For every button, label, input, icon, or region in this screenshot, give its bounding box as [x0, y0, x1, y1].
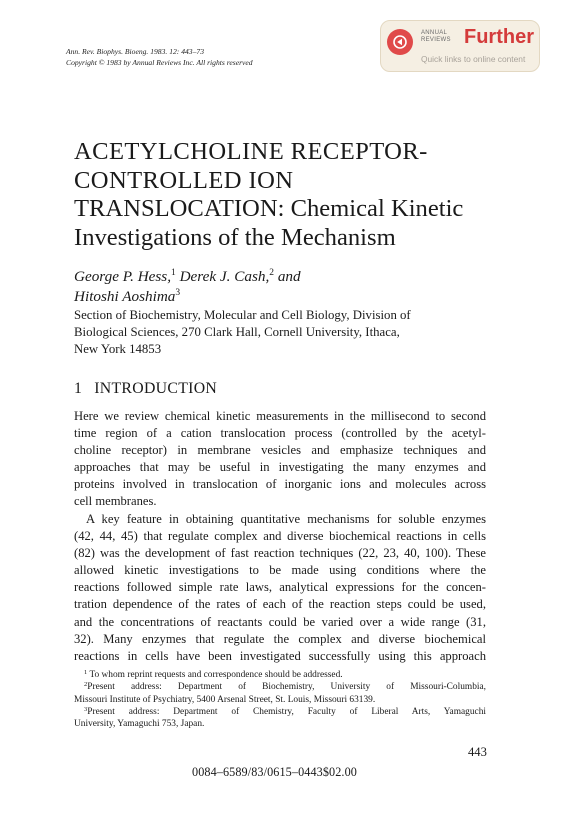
- affiliation: [74, 307, 494, 358]
- paragraph-key-feature: [74, 511, 486, 665]
- body-line: approaches that may be useful in investigating the many enzymes and: [74, 460, 486, 475]
- brand-line-annual: ANNUAL: [421, 30, 448, 36]
- article-title: [74, 138, 534, 252]
- body-line: Here we review chemical kinetic measurements in the millisecond to second: [74, 409, 486, 423]
- body-line: allowed kinetic investigations to be made using conditions where the: [74, 563, 486, 578]
- author-name: Hitoshi Aoshima: [74, 288, 176, 305]
- footnote-text: University, Yamaguchi 753, Japan.: [74, 719, 205, 730]
- body-line: (42, 44, 45) that regulate complex and diverse biochemical reactions in cells: [74, 529, 486, 544]
- affiliation-line: Section of Biochemistry, Molecular and Cell Biology, Division of: [74, 308, 411, 322]
- page-number: 443: [468, 745, 487, 759]
- footnote-mark: 1: [84, 669, 88, 676]
- body-line: cell membranes.: [74, 494, 157, 509]
- section-number: 1: [74, 380, 83, 397]
- body-line: tration dependence of the rates of each of the reaction steps could be used,: [74, 597, 486, 612]
- footnote-1: [74, 669, 486, 681]
- author-footnote-mark: 3: [175, 288, 181, 298]
- title-line: ACETYLCHOLINE RECEPTOR-: [74, 138, 428, 165]
- footnote-mark: 2: [84, 681, 88, 689]
- copyright-line: Copyright © 1983 by Annual Reviews Inc. All rights reserved: [66, 57, 253, 67]
- footnote-2: [74, 681, 486, 693]
- footnote-text: Missouri Institute of Psychiatry, 5400 Arsenal Street, St. Louis, Missouri 63139.: [74, 694, 376, 705]
- footnote-mark: 3: [84, 705, 88, 713]
- author-list: [74, 267, 301, 307]
- section-heading: [74, 380, 217, 398]
- journal-citation: [66, 47, 253, 68]
- author-footnote-mark: 2: [269, 268, 275, 278]
- affiliation-line: Biological Sciences, 270 Clark Hall, Cornell University, Ithaca,: [74, 325, 400, 339]
- affiliation-line: New York 14853: [74, 342, 162, 356]
- author-name: George P. Hess,: [74, 268, 172, 285]
- body-line: A key feature in obtaining quantitative mechanisms for soluble enzymes: [86, 512, 486, 526]
- footnote-text: Present address: Department of Chemistry, Faculty of Liberal Arts, Yamaguchi: [87, 706, 486, 717]
- title-line: TRANSLOCATION: Chemical Kinetic: [74, 195, 464, 222]
- body-line: proteins involved in translocation of inorganic ions and molecules across: [74, 477, 486, 492]
- author-footnote-mark: 1: [171, 268, 176, 278]
- body-line: and the concentrations of reactants could be varied over a wide range (31,: [74, 614, 486, 629]
- footnote-text: To whom reprint requests and correspondence should be addressed.: [89, 670, 343, 680]
- brand-line-reviews: REVIEWS: [421, 37, 451, 43]
- annual-reviews-brand: [421, 30, 451, 44]
- body-line: choline receptor) in membrane vesicles and emphasize techniques and: [74, 443, 486, 458]
- play-reverse-icon: [387, 29, 413, 55]
- document-code: 0084–6589/83/0615–0443$02.00: [192, 765, 357, 779]
- body-line: (82) was the development of fast reaction techniques (22, 23, 40, 100). These: [74, 546, 486, 561]
- body-line: reactions in cells have been investigated successfully using this approach: [74, 648, 486, 663]
- title-line: Investigations of the Mechanism: [74, 223, 396, 251]
- further-subtitle: Quick links to online content: [421, 54, 526, 64]
- body-line: time region of a cation translocation process (controlled by the acetyl-: [74, 426, 486, 441]
- body-line: reactions followed simple rate laws, analytical expressions for the concen-: [74, 580, 486, 595]
- footnotes: [74, 669, 486, 730]
- author-conjunction: and: [277, 268, 301, 285]
- section-title: INTRODUCTION: [94, 380, 218, 397]
- further-links-badge[interactable]: [380, 20, 540, 72]
- footnote-3: [74, 706, 486, 718]
- title-line: CONTROLLED ION: [74, 166, 294, 194]
- author-name: Derek J. Cash,: [179, 268, 270, 285]
- further-word: Further: [464, 26, 534, 48]
- journal-citation-line: Ann. Rev. Biophys. Bioeng. 1983. 12: 443–73: [66, 47, 204, 56]
- body-line: 32). Many enzymes that regulate the complex and diverse biochemical: [74, 631, 486, 646]
- footnote-text: Present address: Department of Biochemistry, University of Missouri-Columbia,: [87, 682, 486, 693]
- paragraph-intro: [74, 408, 486, 511]
